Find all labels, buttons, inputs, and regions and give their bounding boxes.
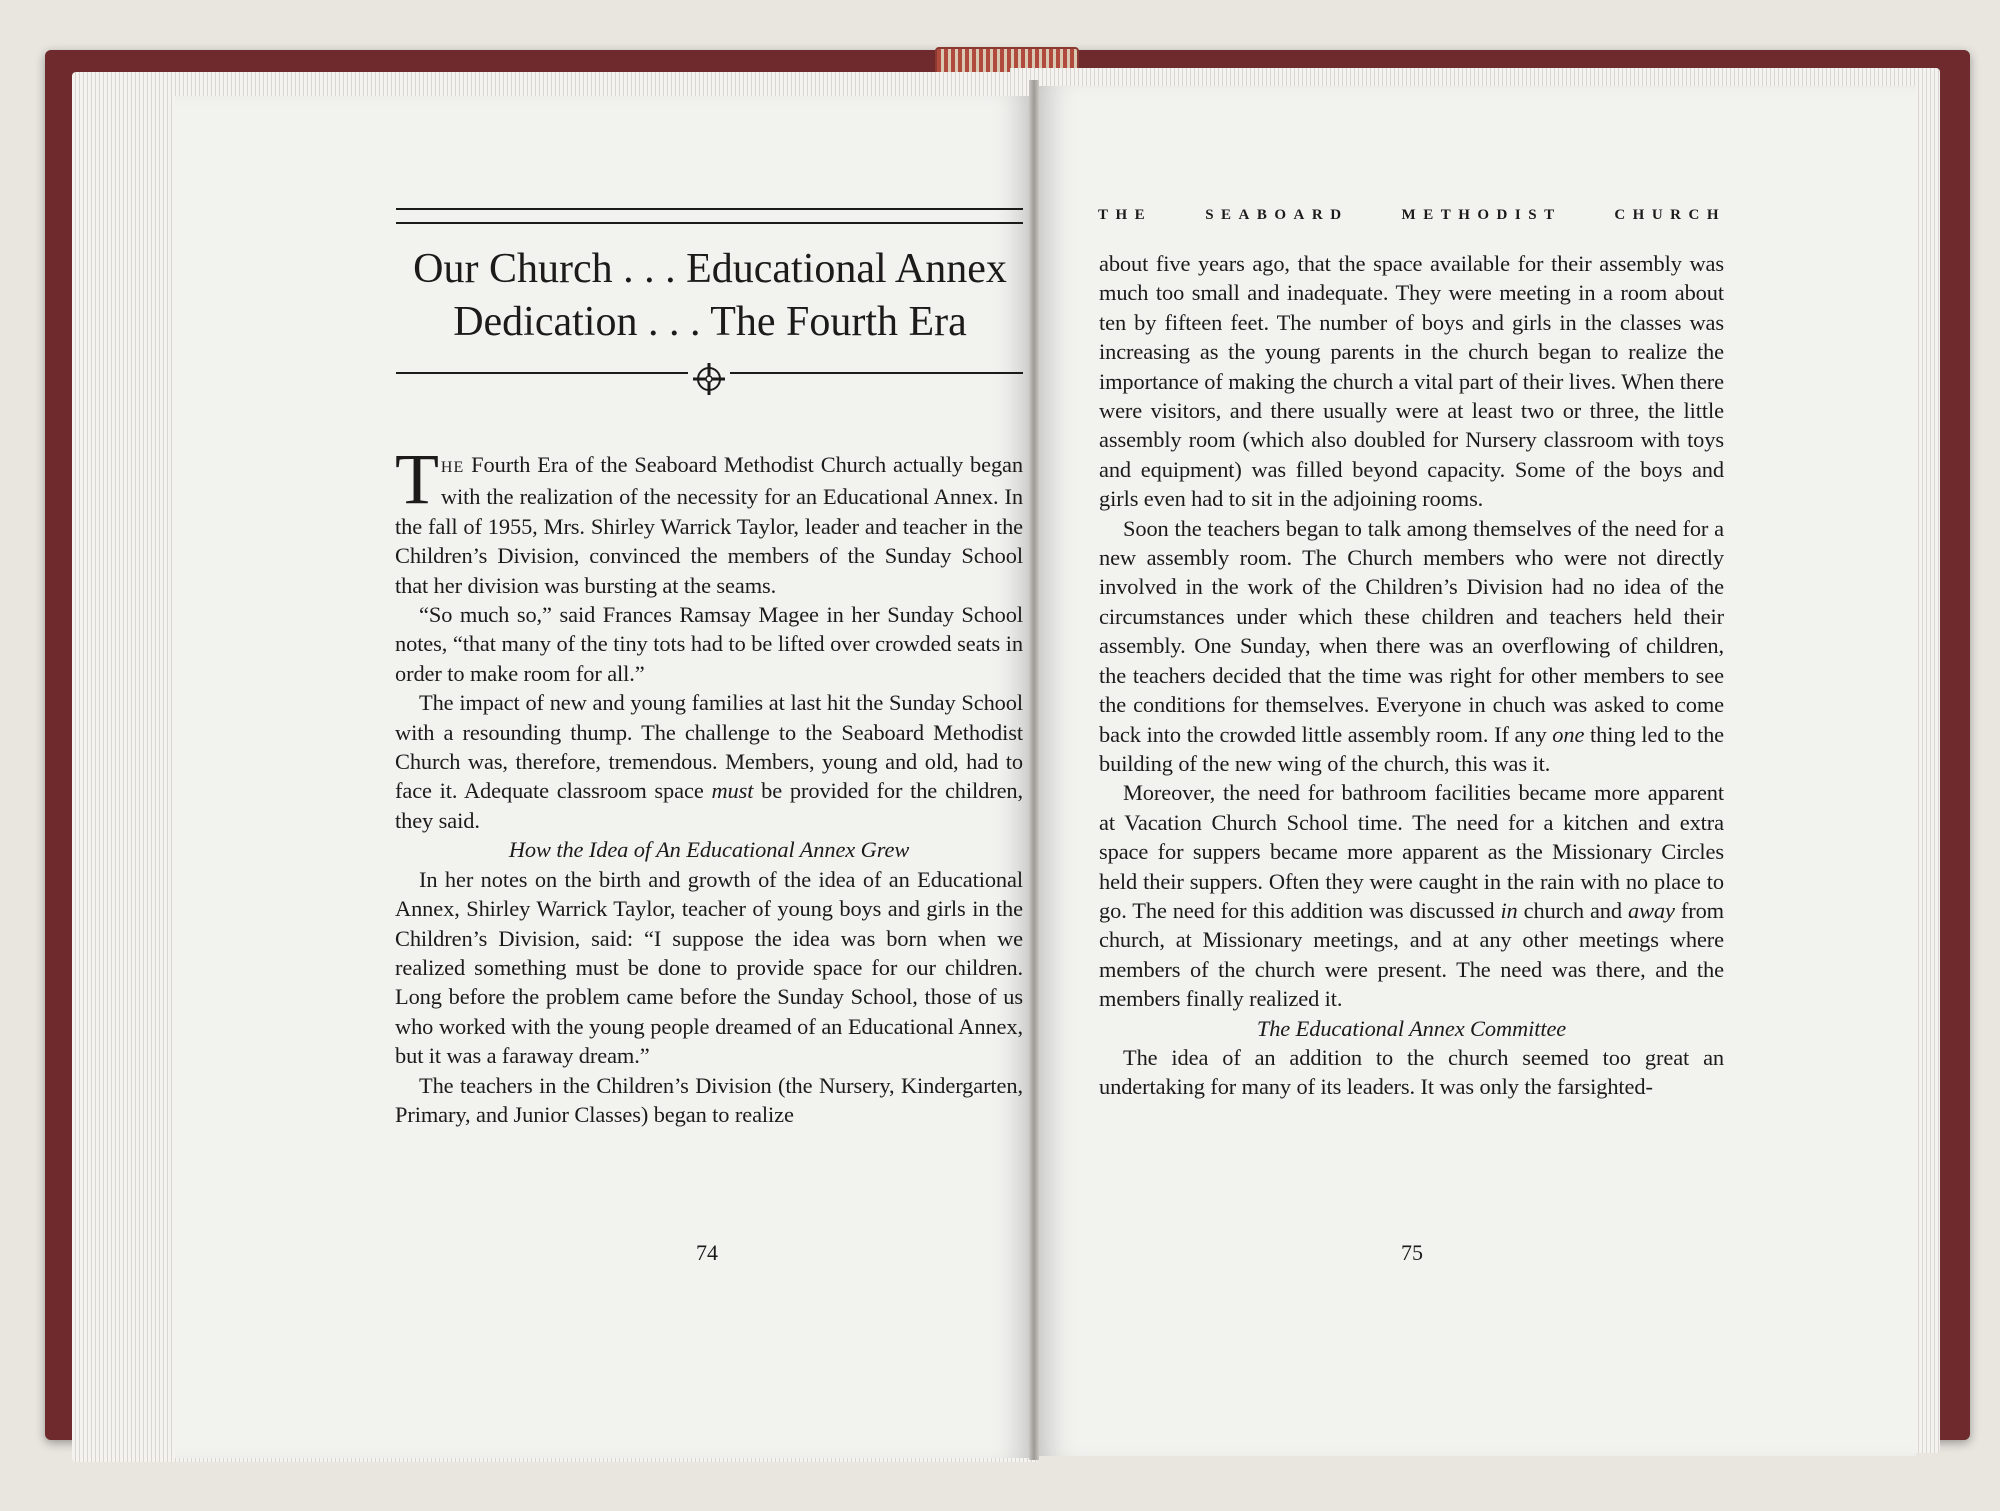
emphasis: away [1628, 897, 1675, 923]
section-subhead: How the Idea of An Educational Annex Grew [508, 837, 910, 863]
book-gutter [1029, 80, 1039, 1460]
small-caps: HE [440, 459, 465, 476]
paragraph: Soon the teachers began to talk among themselves of the need for a new assembly room. The Church members who were not directly involved in the work of the Children’s Division had no idea of the circumstances under which these children and teachers held their assembly. One Sunday, when there was an overflowing of children, the teachers decided that the time was right for other members to see the conditions for themselves. Everyone in chuch was asked to come back into the crowded little assembly room. If any one thing led to the building of the new wing of the church, this was it. [1099, 515, 1725, 776]
page-number-left: 74 [696, 1240, 718, 1265]
paragraph: “So much so,” said Frances Ramsay Magee in her Sunday School notes, “that many of the tiny tots had to be lifted over crowded seats in order to make room for all.” [395, 602, 1023, 686]
chapter-title-line2: Dedication . . . The Fourth Era [453, 299, 967, 345]
chapter-title-line1: Our Church . . . Educational Annex [413, 246, 1007, 292]
ornament-rule-right [730, 372, 1023, 374]
paragraph: In her notes on the birth and growth of the idea of an Educational Annex, Shirley Warrick Taylor, teacher of young boys and girls in the Children’s Division, said: “I suppose the idea was born when we realized something must be done to provide space for our children. Long before the problem came before the Sunday School, those of us who worked with the young people dreamed of an Educational Annex, but it was a faraway dream.” [395, 866, 1023, 1069]
paragraph: The idea of an addition to the church seemed too great an undertaking for many of its leaders. It was only the farsighted- [1099, 1044, 1724, 1100]
left-page-body [395, 439, 1024, 1129]
drop-cap: T [395, 439, 439, 519]
emphasis: one [1552, 721, 1585, 747]
cross-ornament-icon [690, 360, 728, 398]
right-page-body [1099, 249, 1724, 1102]
header-rule-top [396, 208, 1023, 210]
page-number-right: 75 [1401, 1240, 1423, 1265]
chapter-title [390, 243, 1030, 349]
paragraph: THE Fourth Era of the Seaboard Methodist Church actually began with the realization of the necessity for an Educational Annex. In the fall of 1955, Mrs. Shirley Warrick Taylor, leader and teacher in the Children’s Division, convinced the members of the Sunday School that her division was bursting at the seams. [395, 439, 1023, 598]
emphasis: must [711, 778, 754, 804]
ornament-rule-left [396, 372, 688, 374]
header-rule-bottom [396, 222, 1023, 224]
paragraph: about five years ago, that the space available for their assembly was much too small and inadequate. They were meeting in a room about ten by fifteen feet. The number of boys and girls in the classes was increasing as the young parents in the church began to realize the importance of making the church a vital part of their lives. When there were visitors, and there usually were at least two or three, the little assembly room (which also doubled for Nursery classroom with toys and equipment) was filled beyond capacity. Some of the boys and girls even had to sit in the adjoining rooms. [1099, 251, 1724, 512]
paragraph: Moreover, the need for bathroom facilities became more apparent at Vacation Church School time. The need for a kitchen and extra space for suppers became more apparent as the Missionary Circles held their suppers. Often they were caught in the rain with no place to go. The need for this addition was discussed in church and away from church, at Missionary meetings, and at any other meetings where members of the church were present. The need was there, and the members finally realized it. [1099, 780, 1724, 1012]
running-head: THE SEABOARD METHODIST CHURCH [1098, 207, 1726, 223]
paragraph: The impact of new and young families at last hit the Sunday School with a resounding thump. The challenge to the Seaboard Methodist Church was, therefore, tremendous. Members, young and old, had to face it. Adequate classroom space must be provided for the children, they said. [395, 690, 1024, 833]
paragraph: The teachers in the Children’s Division (the Nursery, Kindergarten, Primary, and Junior Classes) began to realize [395, 1072, 1023, 1127]
section-subhead: The Educational Annex Committee [1256, 1015, 1567, 1041]
emphasis: in [1500, 897, 1518, 923]
